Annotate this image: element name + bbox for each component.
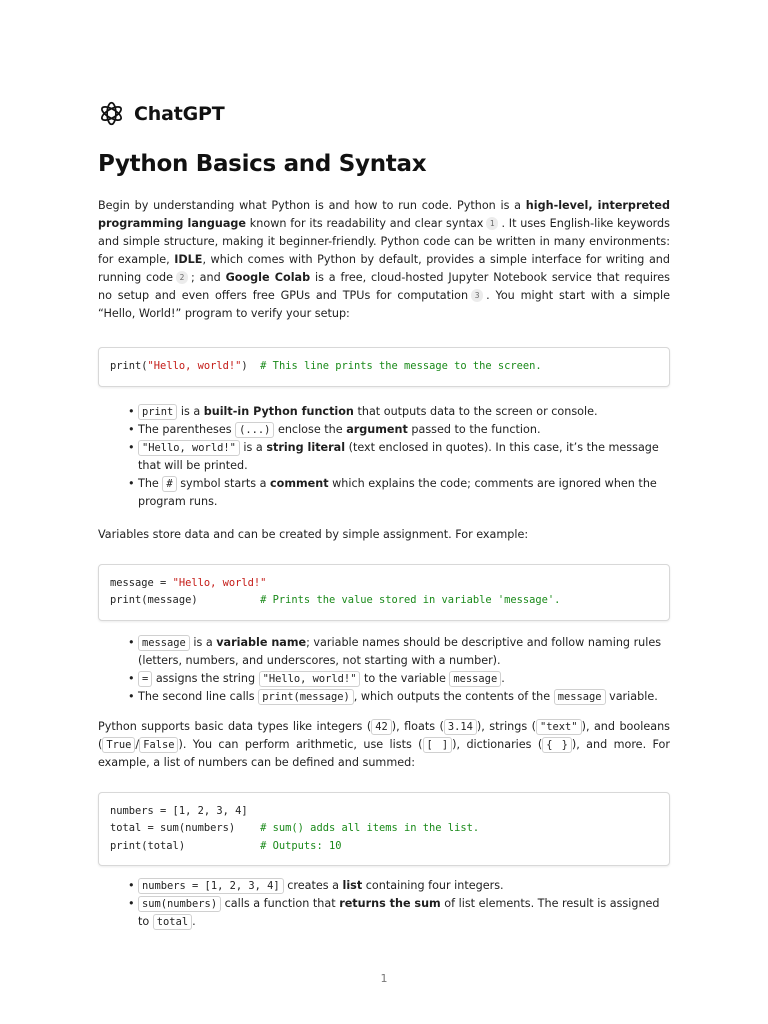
citation-badge[interactable]: 1 — [486, 217, 498, 230]
intro-paragraph: Begin by understanding what Python is and how to run code. Python is a high-level, interpreted programming language known for its readability and clear syntax 1 . It uses English-like keywords and simple structure, making it beginner-friendly. Python code can be written in many environments: for example, IDLE, which comes with Python by default, provides a simple interface for writing and running code 2 ; and Google Colab is a free, cloud-hosted Jupyter Notebook service that requires no setup and even offers free GPUs and TPUs for computation 3 . You might start with a simple “Hello, World!” program to verify your setup: — [98, 199, 671, 320]
code-block-variable[interactable]: message = "Hello, world!" print(message) # Prints the value stored in variable 'message'. — [98, 564, 670, 621]
list-item: • message is a variable name; variable names should be descriptive and follow naming rules (letters, numbers, and underscores, not starting with a number). — [128, 634, 670, 670]
page-number: 1 — [380, 972, 388, 985]
print-explanation-list — [128, 403, 670, 511]
code-block-list-sum[interactable]: numbers = [1, 2, 3, 4] total = sum(numbers) # sum() adds all items in the list. print(total) # Outputs: 10 — [98, 792, 670, 867]
openai-logo-icon — [98, 100, 125, 127]
variable-explanation-list — [128, 634, 670, 706]
citation-badge[interactable]: 3 — [471, 289, 483, 302]
document-body — [98, 197, 670, 931]
list-item: • sum(numbers) calls a function that returns the sum of list elements. The result is assigned to total . — [128, 895, 670, 931]
brand-header — [98, 100, 224, 127]
list-item: • The # symbol starts a comment which explains the code; comments are ignored when the program runs. — [128, 475, 670, 511]
list-item: • print is a built-in Python function that outputs data to the screen or console. — [128, 403, 670, 421]
list-item: • The parentheses (...) enclose the argument passed to the function. — [128, 421, 670, 439]
list-item: • = assigns the string "Hello, world!" to the variable message . — [128, 670, 670, 688]
list-sum-explanation-list — [128, 877, 670, 931]
list-item: • The second line calls print(message) , which outputs the contents of the message variable. — [128, 688, 670, 706]
citation-badge[interactable]: 2 — [176, 271, 188, 284]
list-item: • "Hello, world!" is a string literal (text enclosed in quotes). In this case, it’s the message that will be printed. — [128, 439, 670, 475]
brand-name: ChatGPT — [134, 102, 225, 125]
code-block-hello[interactable]: print("Hello, world!") # This line prints the message to the screen. — [98, 347, 670, 387]
list-item: • numbers = [1, 2, 3, 4] creates a list containing four integers. — [128, 877, 670, 895]
data-types-paragraph: Python supports basic data types like integers ( 42 ), floats ( 3.14 ), strings ( "text" ), and booleans ( True / False ). You can perform arithmetic, use lists ( [ ] ), dictionaries ( { } ), and more. For example, a list of numbers can be defined and summed: — [98, 719, 670, 769]
page-title: Python Basics and Syntax — [98, 151, 427, 177]
variables-paragraph: Variables store data and can be created by simple assignment. For example: — [98, 527, 529, 541]
